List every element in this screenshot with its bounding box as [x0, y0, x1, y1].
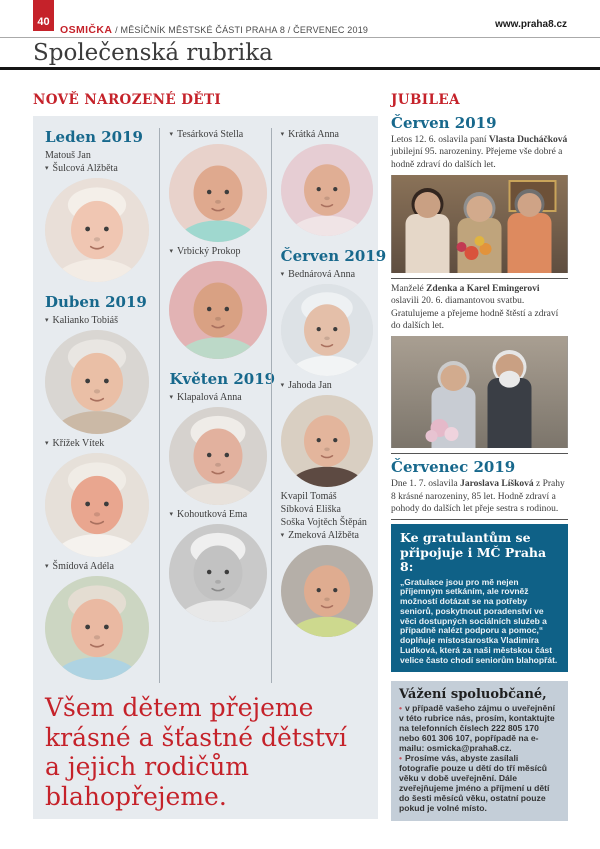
baby-photo	[169, 261, 267, 359]
baby-photo	[45, 330, 149, 434]
baby-photo	[281, 284, 373, 376]
baby-name: ▾ Krátká Anna	[280, 129, 339, 140]
baby-name: ▾ Bednárová Anna	[280, 269, 356, 280]
photo-marker-icon: ▾	[45, 439, 49, 447]
page-header	[0, 0, 600, 90]
jubilea-column	[391, 92, 568, 821]
page-title: Společenská rubrika	[33, 40, 273, 66]
baby-name: Soška Vojtěch Štěpán	[280, 517, 367, 528]
photo-marker-icon: ▾	[280, 270, 285, 278]
baby-photo	[169, 144, 267, 242]
month-heading: Červen 2019	[280, 247, 387, 265]
jubilea-paragraph	[391, 283, 568, 332]
newborns-section	[33, 92, 387, 819]
header-thick-rule	[0, 67, 600, 70]
baby-name: ▾ Kalianko Tobiáš	[45, 315, 119, 326]
jubilee-photo	[391, 336, 568, 448]
baby-name: ▾ Šulcová Alžběta	[45, 163, 118, 174]
baby-photo	[45, 453, 149, 557]
photo-marker-icon: ▾	[280, 130, 285, 138]
person-name: Vlasta Ducháčková	[488, 135, 568, 145]
photo-marker-icon: ▾	[169, 130, 173, 138]
baby-photo	[45, 576, 149, 680]
masthead-brand: OSMIČKA	[60, 24, 113, 36]
baby-name: ▾ Jahoda Jan	[280, 380, 332, 391]
separator-rule	[391, 519, 568, 520]
bullet-icon: •	[399, 753, 403, 764]
baby-name: ▾ Tesárková Stella	[169, 129, 244, 140]
paragraph-text: jubilejní 95. narozeniny. Přejeme vše dobré a hodně zdraví do dalších let.	[391, 147, 563, 170]
baby-column-2	[159, 128, 276, 683]
header-thin-rule	[0, 37, 600, 38]
photo-marker-icon: ▾	[169, 393, 173, 401]
readers-notice-box	[391, 681, 568, 821]
month-heading: Duben 2019	[45, 293, 147, 311]
separator-rule	[391, 453, 568, 454]
jubilea-heading: JUBILEA	[391, 92, 460, 108]
notice-bullet: • Prosíme vás, abyste zasílali fotografie pouze u dětí do tří měsíců věku v době uveřejnění. Dále zveřejňujeme jméno a příjmení u dětí do šesti měsíců věku, ostatní pouze pokud je volné místo.	[399, 753, 550, 814]
municipality-greeting-box	[391, 524, 568, 672]
jubilea-month-heading: Červenec 2019	[391, 458, 516, 477]
month-heading: Květen 2019	[169, 370, 276, 388]
baby-photo	[45, 178, 149, 282]
jubilea-month-heading: Červen 2019	[391, 114, 497, 132]
message-line: Všem dětem přejeme	[45, 693, 314, 722]
message-line: a jejich rodičům	[45, 752, 250, 781]
greeting-box-quote: „Gratulace jsou pro mě nejen příjemným setkáním, ale rovněž možností dotázat se na potřeby seniorů, poskytnout poradenství ve věci dostupných sociálních služeb a případně nalézt podporu a pomoc,“ doplňuje místostarostka Vladimíra Ludková, která za naši městskou část velice často chodí seniorům blahopřát.	[400, 576, 558, 665]
baby-name: Síbková Eliška	[280, 504, 341, 515]
newborns-box	[33, 116, 387, 819]
baby-name: ▾ Klapalová Anna	[169, 392, 242, 403]
person-name: Jaroslava Líšková	[460, 479, 534, 490]
separator-rule	[391, 278, 568, 279]
baby-column-1	[45, 128, 159, 683]
jubilea-paragraph	[391, 478, 568, 515]
baby-photo	[281, 395, 373, 487]
greeting-box-title: Ke gratulantům se připojuje i MČ Praha 8:	[400, 530, 547, 575]
baby-photo	[169, 407, 267, 505]
jubilea-blocks	[391, 114, 568, 520]
photo-marker-icon: ▾	[169, 510, 173, 518]
notice-box-title: Vážení spoluobčané,	[399, 687, 547, 703]
congratulation-message	[45, 693, 378, 811]
jubilee-photo	[391, 175, 568, 273]
message-line: blahopřejeme.	[45, 781, 227, 811]
baby-name: ▾ Šmídová Adéla	[45, 561, 114, 572]
paragraph-text: Letos 12. 6. oslavila paní	[391, 135, 489, 145]
baby-name: Matouš Jan	[45, 150, 91, 161]
baby-photo	[169, 524, 267, 622]
baby-name: ▾ Zmeková Alžběta	[280, 530, 359, 541]
baby-name: ▾ Kohoutková Ema	[169, 509, 248, 520]
jubilea-paragraph	[391, 134, 568, 171]
baby-name: ▾ Vrbický Prokop	[169, 246, 241, 257]
baby-name: ▾ Křížek Vítek	[45, 438, 105, 449]
notice-bullet-list	[399, 704, 560, 814]
baby-name: Kvapil Tomáš	[280, 491, 337, 502]
baby-column-3	[271, 128, 387, 683]
masthead-subtitle: / MĚSÍČNÍK MĚSTSKÉ ČÁSTI PRAHA 8 / ČERVENEC 2019	[112, 25, 369, 35]
page-number-badge: 40	[33, 0, 54, 31]
masthead	[60, 20, 368, 38]
person-name: Zdenka a Karel Emingerovi	[426, 284, 540, 295]
website-link: www.praha8.cz	[495, 19, 567, 30]
month-heading: Leden 2019	[45, 128, 143, 146]
photo-marker-icon: ▾	[45, 316, 49, 324]
paragraph-text: z Prahy 8 krásné narozeniny, 85 let. Hodně zdraví a pohody do dalších let přeje sestra s rodinou.	[391, 479, 565, 515]
paragraph-text: Manželé	[391, 284, 427, 295]
bullet-icon: •	[399, 703, 403, 714]
photo-marker-icon: ▾	[169, 247, 173, 255]
photo-marker-icon: ▾	[280, 381, 285, 389]
paragraph-text: oslavili 20. 6. diamantovou svatbu. Gratulujeme a přejeme hodně štěstí a zdraví do dalších let.	[391, 296, 559, 332]
baby-photo	[281, 545, 373, 637]
paragraph-text: Dne 1. 7. oslavila	[391, 479, 461, 490]
message-line: krásné a šťastné dětství	[45, 722, 347, 752]
baby-photo	[281, 144, 373, 236]
photo-marker-icon: ▾	[280, 531, 285, 539]
notice-bullet: • v případě vašeho zájmu o uveřejnění v této rubrice nás, prosím, kontaktujte na telefonních číslech 222 805 170 nebo 601 306 107, popřípadě na e-mailu: osmicka@praha8.cz.	[399, 703, 555, 754]
baby-columns	[33, 116, 387, 683]
photo-marker-icon: ▾	[45, 164, 49, 172]
photo-marker-icon: ▾	[45, 562, 49, 570]
newborns-heading: NOVĚ NAROZENÉ DĚTI	[33, 92, 222, 108]
